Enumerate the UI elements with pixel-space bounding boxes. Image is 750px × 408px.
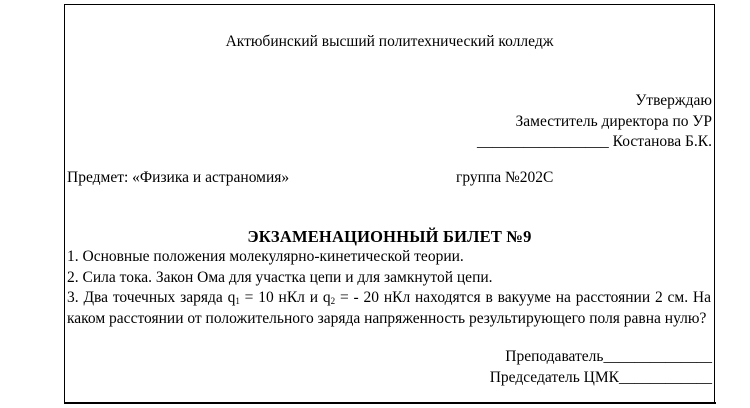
question-3-subscript-1: 1 [235, 296, 240, 306]
group-label: группа №202С [456, 169, 554, 186]
approval-block [477, 91, 712, 153]
approval-line-approve: Утверждаю [635, 92, 712, 109]
ticket-title: ЭКЗАМЕНАЦИОННЫЙ БИЛЕТ №9 [247, 227, 532, 246]
approval-line-position: Заместитель директора по УР [515, 112, 712, 130]
question-3-subscript-2: 2 [330, 296, 336, 306]
teacher-signature: Преподаватель______________ [505, 348, 712, 365]
question-1: 1. Основные положения молекулярно-кинетической теории. [67, 248, 464, 265]
college-name: Актюбинский высший политехнический колледж [225, 33, 554, 50]
questions-list [67, 247, 711, 329]
exam-ticket [64, 4, 715, 403]
question-3-text-b: = 10 нКл и q [239, 289, 331, 306]
question-3-text-a: 3. Два точечных заряда q [67, 289, 236, 306]
ticket-bottom-border [64, 402, 716, 404]
question-3-text-c: = - 20 нКл находятся в вакууме на расстоянии 2 см. На каком расстоянии от положительного заряда напряженность результирующего поля равна нулю? [67, 289, 711, 327]
approval-line-signature: _________________ Костанова Б.К. [477, 133, 712, 150]
question-2: 2. Сила тока. Закон Ома для участка цепи и для замкнутой цепи. [67, 268, 493, 286]
chair-signature: Председатель ЦМК____________ [489, 368, 712, 386]
subject-label: Предмет: «Физика и астраномия» [67, 169, 290, 186]
question-3 [67, 288, 711, 329]
signatures-block [490, 347, 712, 388]
